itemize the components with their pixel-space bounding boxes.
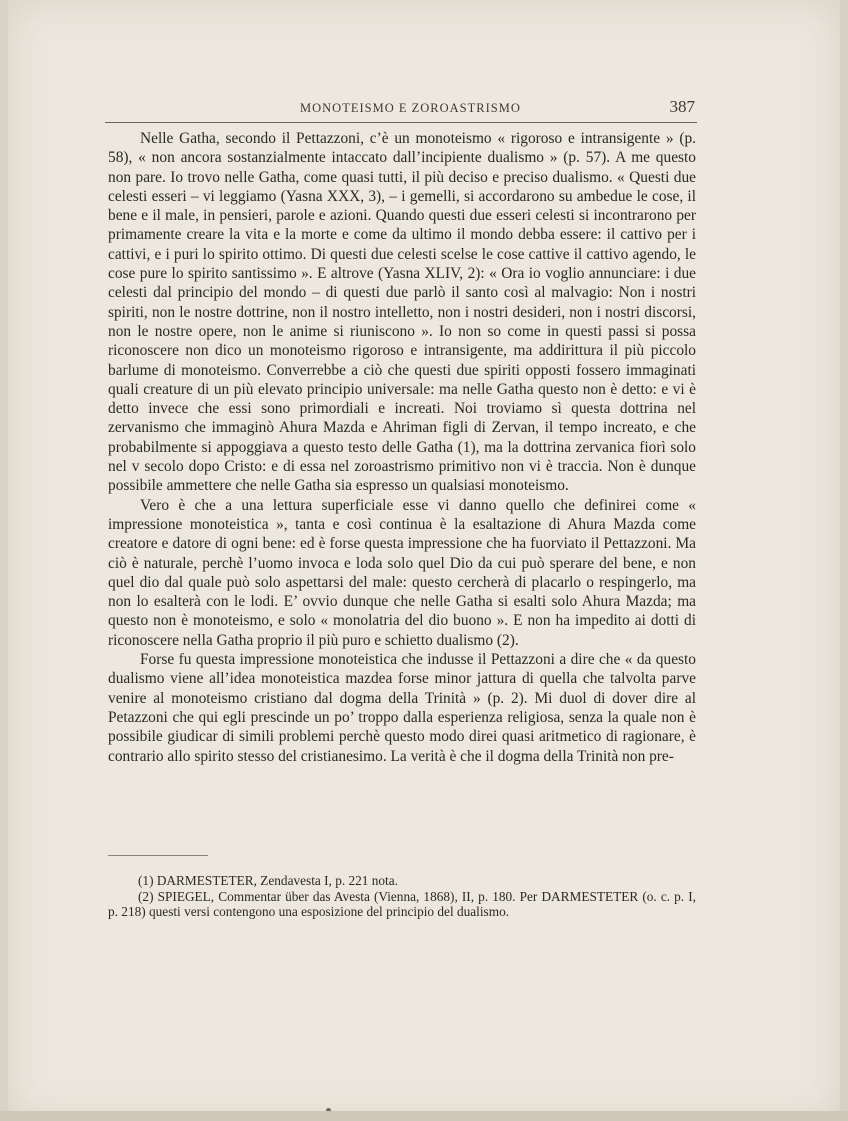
page-edge-bottom (0, 1111, 848, 1121)
page-edge-left (0, 0, 8, 1121)
footnote: (1) DARMESTETER, Zendavesta I, p. 221 nota. (138, 873, 398, 888)
running-head (105, 98, 697, 123)
footnotes (108, 873, 696, 920)
paragraph: Vero è che a una lettura superficiale esse vi danno quello che definirei come « impressione monoteistica », tanta e così continua è la esaltazione di Ahura Mazda come creatore e datore di ogni bene: ed è forse questa impressione che ha fuorviato il Pettazzoni. Ma ciò è naturale, perchè l’uomo invoca e loda solo quel Dio da cui può sperare del bene, e non quel dio dal quale può solo aspettarsi del male: questo cercherà di placarlo o respingerlo, ma non lo esalterà con le lodi. E’ ovvio dunque che nelle Gatha si esalti solo Ahura Mazda; ma questo non è monoteismo, e solo « monolatria del dio buono ». E non ha impedito ai dotti di riconoscere nella Gatha proprio il più puro e schietto dualismo (2). (108, 496, 696, 649)
paragraph: Forse fu questa impressione monoteistica che indusse il Pettazzoni a dire che « da questo dualismo viene all’idea monoteistica mazdea forse minor jattura di quella che talvolta parve venire al monoteismo cristiano dal dogma della Trinità » (p. 2). Mi duol di dover dire al Petazzoni che qui egli prescinde un po’ troppo dalla esperienza religiosa, senza la quale non è possibile giudicar di simili problemi perchè questo modo direi quasi aritmetico di ragionare, è contrario allo spirito stesso del cristianesimo. La verità è che il dogma della Trinità non pre- (108, 651, 696, 765)
body-text (108, 129, 696, 766)
footnote-rule (108, 855, 208, 856)
paragraph: Nelle Gatha, secondo il Pettazzoni, c’è un monoteismo « rigoroso e intransigente » (p. 58), « non ancora sostanzialmente intaccato dall’incipiente dualismo » (p. 57). A me questo non pare. Io trovo nelle Gatha, come quasi tutti, il più deciso e preciso dualismo. « Questi due celesti esseri – vi leggiamo (Yasna XXX, 3), – i gemelli, si accordarono su ambedue le cose, il bene e il male, in pensieri, parole e azioni. Quando questi due esseri celesti si incontrarono per primamente creare la vita e la morte e come da ultimo il mondo debba essere: il cattivo per i cattivi, e i puri lo spirito ottimo. Di questi due celesti scelse le cose cattive il cattivo agendo, le cose pure lo spirito santissimo ». E altrove (Yasna XLIV, 2): « Ora io voglio annunciare: i due celesti dal principio del mondo – di questi due parlò il santo così al malvagio: Non i nostri spiriti, non le nostre dottrine, non il nostro intelletto, non i nostri desideri, non i nostri discorsi, non le nostre opere, non le anime si riuniscono ». Io non so come in questi passi si possa riconoscere non dico un monoteismo rigoroso e intransigente, ma addirittura il più piccolo barlume di monoteismo. Converrebbe a ciò che questi due spiriti opposti fossero immaginati quali creature di un più elevato principio universale: ma nelle Gatha questo non è detto: e vi è detto invece che essi sono primordiali e increati. Noi troviamo sì questa dottrina nel zervanismo che immaginò Ahura Mazda e Ahriman figli di Zervan, il tempo increato, e che probabilmente si appoggiava a questo testo delle Gatha (1), ma la dottrina zervanica fiorì solo nel v secolo dopo Cristo: e di essa nel zoroastrismo primitivo non vi è traccia. Non è dunque possibile ammettere che nelle Gatha sia espresso un qualsiasi monoteismo. (108, 130, 696, 495)
page-number: 387 (669, 97, 695, 116)
running-head-title: MONOTEISMO E ZOROASTRISMO (300, 101, 521, 115)
page-edge-right (840, 0, 848, 1121)
footnote: (2) SPIEGEL, Commentar über das Avesta (Vienna, 1868), II, p. 180. Per DARMESTETER (o. c. p. I, p. 218) questi versi contengono una esposizione del principio del dualismo. (108, 888, 696, 919)
